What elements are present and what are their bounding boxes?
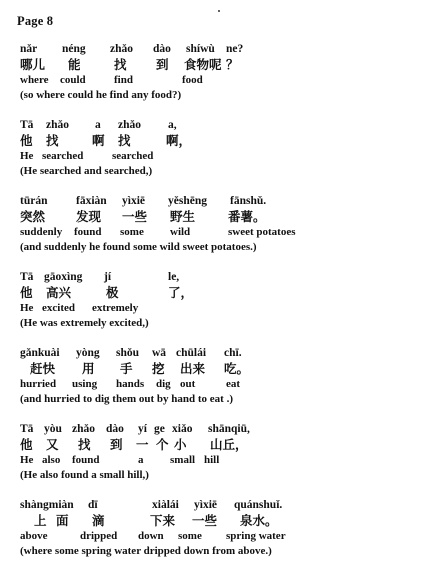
hanzi-line — [20, 133, 420, 149]
gloss-word: down — [138, 530, 164, 542]
pinyin-word: quánshuǐ. — [234, 499, 283, 511]
pinyin-line — [20, 422, 420, 437]
pinyin-word: yěshēng — [168, 195, 207, 207]
hanzi-word: 啊 — [92, 133, 105, 148]
gloss-line — [20, 453, 420, 468]
pinyin-word: zhǎo — [118, 119, 141, 131]
gloss-word: suddenly — [20, 226, 63, 238]
pinyin-word: jí — [104, 271, 112, 283]
gloss-word: spring water — [226, 530, 286, 542]
hanzi-word: 又 — [46, 437, 59, 452]
sentence-block-1 — [20, 42, 420, 103]
hanzi-word: 出来 — [180, 361, 206, 376]
hanzi-word: 手 — [120, 361, 133, 376]
gloss-word: some — [178, 530, 202, 542]
gloss-line — [20, 73, 420, 88]
gloss-line — [20, 529, 420, 544]
translation-line: (and suddenly he found some wild sweet potatoes.) — [20, 241, 257, 253]
pinyin-word: xiàlái — [152, 499, 179, 511]
gloss-word: above — [20, 530, 48, 542]
hanzi-word: 高兴 — [46, 285, 72, 300]
hanzi-line — [20, 285, 420, 301]
hanzi-word: 挖 — [152, 361, 165, 376]
gloss-word: could — [60, 74, 86, 86]
gloss-word: dripped — [80, 530, 118, 542]
pinyin-line — [20, 118, 420, 133]
hanzi-word: 找 — [46, 133, 59, 148]
pinyin-word: Tā — [20, 423, 34, 435]
pinyin-word: a, — [168, 119, 177, 131]
gloss-word: found — [74, 226, 102, 238]
hanzi-word: 面 — [56, 513, 69, 528]
pinyin-word: shíwù — [186, 43, 215, 55]
pinyin-word: zhǎo — [72, 423, 95, 435]
pinyin-word: chī. — [224, 347, 242, 359]
pinyin-word: yòu — [44, 423, 62, 435]
sentence-block-4 — [20, 270, 420, 331]
pinyin-word: xiǎo — [172, 423, 193, 435]
gloss-word: using — [72, 378, 98, 390]
hanzi-word: 一 — [136, 437, 149, 452]
gloss-word: searched — [112, 150, 154, 162]
hanzi-word: 找 — [118, 133, 131, 148]
hanzi-word: 赶快 — [30, 361, 56, 376]
pinyin-word: fāxiàn — [76, 195, 107, 207]
pinyin-line — [20, 42, 420, 57]
pinyin-word: Tā — [20, 119, 34, 131]
gloss-word: He — [20, 302, 34, 314]
sentence-block-5 — [20, 346, 420, 407]
hanzi-word: 用 — [82, 361, 95, 376]
gloss-word: hurried — [20, 378, 57, 390]
hanzi-word: 找 — [78, 437, 91, 452]
pinyin-line — [20, 194, 420, 209]
gloss-word: also — [42, 454, 61, 466]
gloss-line — [20, 301, 420, 316]
hanzi-word: 一些 — [122, 209, 148, 224]
translation-line: (He also found a small hill,) — [20, 469, 149, 481]
hanzi-line — [20, 513, 420, 529]
gloss-word: out — [180, 378, 196, 390]
pinyin-word: fānshǔ. — [230, 195, 267, 207]
hanzi-line — [20, 437, 420, 453]
hanzi-line — [20, 57, 420, 73]
gloss-word: He — [20, 150, 34, 162]
pinyin-word: Tā — [20, 271, 34, 283]
translation-line: (He was extremely excited,) — [20, 317, 149, 329]
pinyin-word: shàngmiàn — [20, 499, 74, 511]
hanzi-word: 到 — [156, 57, 169, 72]
pinyin-word: wā — [152, 347, 167, 359]
gloss-line — [20, 377, 420, 392]
gloss-word: searched — [42, 150, 84, 162]
sentence-block-7 — [20, 498, 420, 559]
gloss-word: hands — [116, 378, 145, 390]
pinyin-line — [20, 346, 420, 361]
pinyin-word: tūrán — [20, 195, 48, 207]
gloss-word: found — [72, 454, 100, 466]
hanzi-word: 找 — [114, 57, 127, 72]
gloss-word: hill — [204, 454, 220, 466]
gloss-line — [20, 225, 420, 240]
translation-line: (so where could he find any food?) — [20, 89, 182, 101]
pinyin-word: dào — [153, 43, 171, 55]
hanzi-word: 突然 — [20, 209, 46, 224]
print-speck — [218, 10, 220, 12]
pinyin-word: gāoxìng — [44, 271, 83, 283]
pinyin-word: zhǎo — [46, 119, 69, 131]
translation-line: (where some spring water dripped down from above.) — [20, 545, 272, 557]
hanzi-word: 野生 — [170, 209, 196, 224]
hanzi-word: 他 — [20, 437, 33, 452]
gloss-line — [20, 149, 420, 164]
gloss-word: some — [120, 226, 144, 238]
gloss-word: where — [20, 74, 49, 86]
hanzi-word: ？ — [226, 57, 239, 72]
gloss-word: eat — [226, 378, 241, 390]
sentence-block-3 — [20, 194, 420, 255]
pinyin-word: yìxiē — [122, 195, 145, 207]
hanzi-word: 啊， — [166, 133, 192, 148]
gloss-word: excited — [42, 302, 75, 314]
hanzi-word: 发现 — [76, 209, 102, 224]
gloss-word: a — [138, 454, 144, 466]
hanzi-word: 到 — [110, 437, 123, 452]
pinyin-word: néng — [62, 43, 86, 55]
hanzi-word: 山丘， — [210, 437, 248, 452]
page-number: Page 8 — [17, 14, 54, 28]
gloss-word: He — [20, 454, 34, 466]
hanzi-word: 上 — [34, 513, 47, 528]
pinyin-word: shǒu — [116, 347, 140, 359]
hanzi-word: 下来 — [150, 513, 176, 528]
hanzi-word: 他 — [20, 285, 33, 300]
sentence-block-6 — [20, 422, 420, 483]
translation-line: (and hurried to dig them out by hand to eat .) — [20, 393, 233, 405]
pinyin-word: yìxiē — [194, 499, 217, 511]
pinyin-word: ge — [154, 423, 165, 435]
hanzi-word: 哪儿 — [20, 57, 46, 72]
pinyin-word: nǎr — [20, 43, 38, 55]
hanzi-word: 能 — [68, 57, 81, 72]
hanzi-line — [20, 361, 420, 377]
gloss-word: small — [170, 454, 196, 466]
hanzi-word: 吃。 — [224, 361, 250, 376]
pinyin-word: le, — [168, 271, 180, 283]
gloss-word: food — [182, 74, 203, 86]
hanzi-word: 他 — [20, 133, 33, 148]
hanzi-word: 滴 — [92, 513, 105, 528]
hanzi-word: 食物呢 — [184, 57, 222, 72]
translation-line: (He searched and searched,) — [20, 165, 153, 177]
hanzi-word: 小 — [174, 437, 187, 452]
pinyin-word: gǎnkuài — [20, 347, 60, 359]
gloss-word: wild — [170, 226, 191, 238]
sentence-block-2 — [20, 118, 420, 179]
pinyin-word: a — [95, 119, 101, 131]
hanzi-word: 个 — [156, 437, 169, 452]
gloss-word: dig — [156, 378, 171, 390]
pinyin-word: zhǎo — [110, 43, 133, 55]
pinyin-word: yí — [138, 423, 147, 435]
gloss-word: find — [114, 74, 133, 86]
hanzi-word: 极 — [106, 285, 119, 300]
pinyin-line — [20, 498, 420, 513]
gloss-word: sweet potatoes — [228, 226, 296, 238]
hanzi-word: 泉水。 — [240, 513, 278, 528]
pinyin-word: dī — [88, 499, 98, 511]
hanzi-word: 了， — [168, 285, 194, 300]
pinyin-word: yòng — [76, 347, 100, 359]
hanzi-line — [20, 209, 420, 225]
hanzi-word: 番薯。 — [228, 209, 266, 224]
hanzi-word: 一些 — [192, 513, 218, 528]
pinyin-word: chūlái — [176, 347, 207, 359]
gloss-word: extremely — [92, 302, 139, 314]
pinyin-word: shānqiū, — [208, 423, 250, 435]
pinyin-word: dào — [106, 423, 124, 435]
pinyin-line — [20, 270, 420, 285]
pinyin-word: ne? — [226, 43, 244, 55]
